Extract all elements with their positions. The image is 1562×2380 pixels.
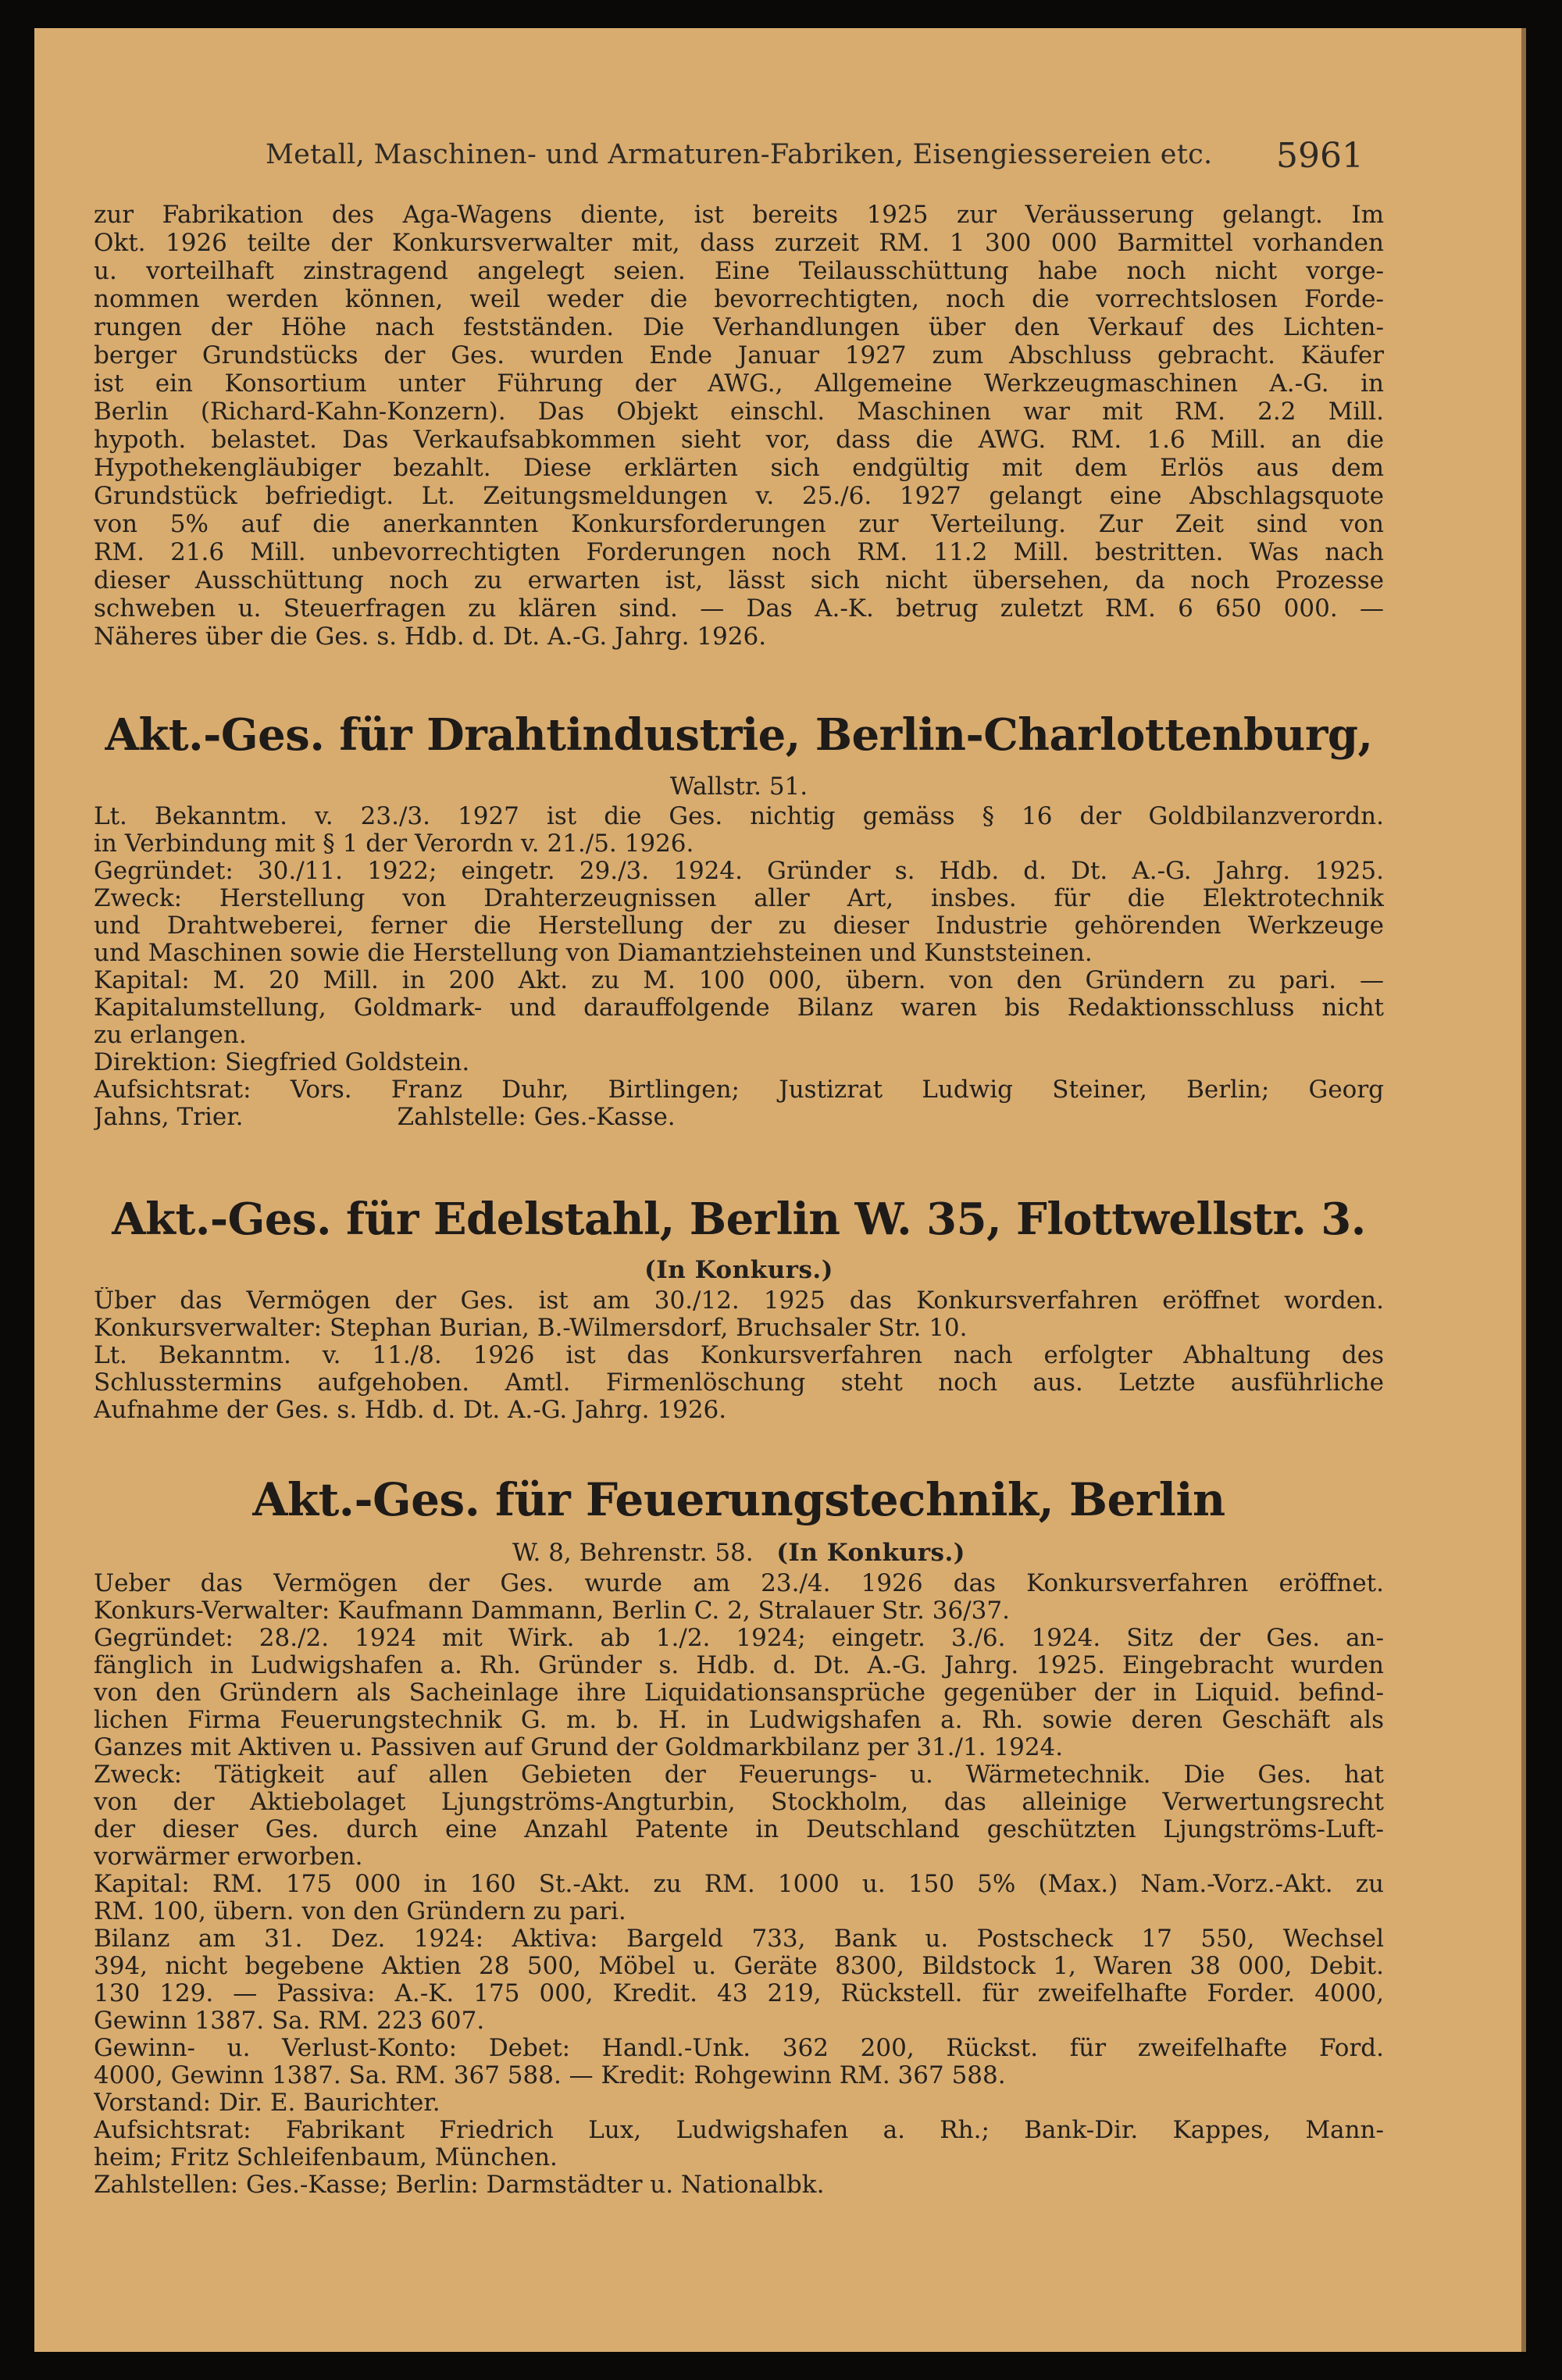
status-label: (In Konkurs.) [776, 1539, 965, 1567]
text-line: schweben u. Steuerfragen zu klären sind. — Das A.-K. betrug zuletzt RM. 6 650 000. — [94, 595, 1384, 623]
text-line: Gewinn 1387. Sa. RM. 223 607. [94, 2007, 485, 2035]
text-line: Zweck: Tätigkeit auf allen Gebieten der Feuerungs- u. Wärmetechnik. Die Ges. hat [94, 1761, 1384, 1789]
document-page [34, 28, 1526, 2352]
text-line: Hypothekengläubiger bezahlt. Diese erklärten sich endgültig mit dem Erlös aus dem [94, 455, 1384, 482]
address-line [94, 1536, 1384, 1570]
text-line: 130 129. — Passiva: A.-K. 175 000, Kredit. 43 219, Rückstell. für zweifelhafte Forder. 4000, [94, 1980, 1384, 2007]
text-line: Zweck: Herstellung von Drahterzeugnissen aller Art, insbes. für die Elektrotechnik [94, 885, 1384, 912]
running-header: Metall, Maschinen- und Armaturen-Fabriken, Eisengiessereien etc. [266, 139, 1213, 170]
text-line: Lt. Bekanntm. v. 23./3. 1927 ist die Ges. nichtig gemäss § 16 der Goldbilanzverordn. [94, 803, 1384, 830]
text-line: Konkurs-Verwalter: Kaufmann Dammann, Berlin C. 2, Stralauer Str. 36/37. [94, 1597, 1010, 1625]
text-line: lichen Firma Feuerungstechnik G. m. b. H. in Ludwigshafen a. Rh. sowie deren Geschäft als [94, 1707, 1384, 1734]
text-line: 394, nicht begebene Aktien 28 500, Möbel u. Geräte 8300, Bildstock 1, Waren 38 000, Debit. [94, 1953, 1384, 1980]
text-line: von den Gründern als Sacheinlage ihre Liquidationsansprüche gegenüber der in Liquid. befind- [94, 1679, 1384, 1707]
address: Wallstr. 51. [669, 773, 808, 801]
address: W. 8, Behrenstr. 58. [512, 1539, 754, 1567]
intro-paragraph [94, 202, 1384, 651]
text-line: fänglich in Ludwigshafen a. Rh. Gründer s. Hdb. d. Dt. A.-G. Jahrg. 1925. Eingebracht wurden [94, 1652, 1384, 1679]
text-line: Kapital: RM. 175 000 in 160 St.-Akt. zu RM. 1000 u. 150 5% (Max.) Nam.-Vorz.-Akt. zu [94, 1871, 1384, 1898]
text-line: Bilanz am 31. Dez. 1924: Aktiva: Bargeld 733, Bank u. Postscheck 17 550, Wechsel [94, 1925, 1384, 1953]
text-line: hypoth. belastet. Das Verkaufsabkommen sieht vor, dass die AWG. RM. 1.6 Mill. an die [94, 426, 1384, 454]
text-line: rungen der Höhe nach festständen. Die Verhandlungen über den Verkauf des Lichten- [94, 314, 1384, 341]
section-title-edelstahl: Akt.-Ges. für Edelstahl, Berlin W. 35, Flottwellstr. 3. [112, 1194, 1366, 1245]
text-line: und Maschinen sowie die Herstellung von Diamantziehsteinen und Kunststeinen. [94, 940, 1093, 967]
text-line: zur Fabrikation des Aga-Wagens diente, ist bereits 1925 zur Veräusserung gelangt. Im [94, 202, 1384, 229]
text-line: Kapitalumstellung, Goldmark- und darauffolgende Bilanz waren bis Redaktionsschluss nicht [94, 994, 1384, 1022]
text-line: Aufsichtsrat: Fabrikant Friedrich Lux, Ludwigshafen a. Rh.; Bank-Dir. Kappes, Mann- [94, 2117, 1384, 2144]
text-line: Lt. Bekanntm. v. 11./8. 1926 ist das Konkursverfahren nach erfolgter Abhaltung des [94, 1342, 1384, 1369]
text-line: heim; Fritz Schleifenbaum, München. [94, 2144, 558, 2171]
text-line: Jahns, Trier. Zahlstelle: Ges.-Kasse. [94, 1104, 676, 1131]
text-line: berger Grundstücks der Ges. wurden Ende Januar 1927 zum Abschluss gebracht. Käufer [94, 342, 1384, 369]
text-line: der dieser Ges. durch eine Anzahl Patente in Deutschland geschützten Ljungströms-Luft- [94, 1816, 1384, 1843]
text-line: vorwärmer erworben. [94, 1843, 363, 1871]
text-line: und Drahtweberei, ferner die Herstellung der zu dieser Industrie gehörenden Werkzeuge [94, 912, 1384, 940]
text-line: Direktion: Siegfried Goldstein. [94, 1049, 470, 1076]
text-line: Schlusstermins aufgehoben. Amtl. Firmenlöschung steht noch aus. Letzte ausführliche [94, 1369, 1384, 1397]
text-line: RM. 21.6 Mill. unbevorrechtigten Forderungen noch RM. 11.2 Mill. bestritten. Was nach [94, 539, 1384, 566]
text-line: von 5% auf die anerkannten Konkursforderungen zur Verteilung. Zur Zeit sind von [94, 511, 1384, 538]
text-line: nommen werden können, weil weder die bevorrechtigten, noch die vorrechtslosen Forde- [94, 286, 1384, 313]
text-line: u. vorteilhaft zinstragend angelegt seien. Eine Teilausschüttung habe noch nicht vorge- [94, 258, 1384, 285]
section-title-feuerungstechnik: Akt.-Ges. für Feuerungstechnik, Berlin [252, 1473, 1225, 1526]
text-line: zu erlangen. [94, 1022, 247, 1049]
text-line: dieser Ausschüttung noch zu erwarten ist, lässt sich nicht übersehen, da noch Prozesse [94, 567, 1384, 594]
text-line: RM. 100, übern. von den Gründern zu pari. [94, 1898, 626, 1925]
text-line: Vorstand: Dir. E. Baurichter. [94, 2089, 440, 2117]
text-line: Aufsichtsrat: Vors. Franz Duhr, Birtlingen; Justizrat Ludwig Steiner, Berlin; Georg [94, 1076, 1384, 1104]
section-feuerungstechnik [94, 1536, 1384, 2199]
text-line: ist ein Konsortium unter Führung der AWG., Allgemeine Werkzeugmaschinen A.-G. in [94, 370, 1384, 398]
text-line: Aufnahme der Ges. s. Hdb. d. Dt. A.-G. Jahrg. 1926. [94, 1397, 727, 1424]
text-line: Grundstück befriedigt. Lt. Zeitungsmeldungen v. 25./6. 1927 gelangt eine Abschlagsquote [94, 483, 1384, 510]
text-line: Berlin (Richard-Kahn-Konzern). Das Objekt einschl. Maschinen war mit RM. 2.2 Mill. [94, 398, 1384, 426]
section-edelstahl [94, 1253, 1384, 1424]
text-line: in Verbindung mit § 1 der Verordn v. 21./5. 1926. [94, 830, 694, 858]
text-line: 4000, Gewinn 1387. Sa. RM. 367 588. — Kredit: Rohgewinn RM. 367 588. [94, 2062, 1006, 2089]
text-line: Zahlstellen: Ges.-Kasse; Berlin: Darmstädter u. Nationalbk. [94, 2171, 825, 2199]
text-line: Näheres über die Ges. s. Hdb. d. Dt. A.-G. Jahrg. 1926. [94, 623, 767, 651]
text-line: von der Aktiebolaget Ljungströms-Angturbin, Stockholm, das alleinige Verwertungsrecht [94, 1789, 1384, 1816]
page-number: 5961 [1276, 136, 1364, 176]
text-line: Gewinn- u. Verlust-Konto: Debet: Handl.-Unk. 362 200, Rückst. für zweifelhafte Ford. [94, 2035, 1384, 2062]
section-drahtindustrie [94, 770, 1384, 1131]
status-label: (In Konkurs.) [644, 1256, 833, 1284]
text-line: Gegründet: 30./11. 1922; eingetr. 29./3. 1924. Gründer s. Hdb. d. Dt. A.-G. Jahrg. 1925. [94, 858, 1384, 885]
text-line: Gegründet: 28./2. 1924 mit Wirk. ab 1./2. 1924; eingetr. 3./6. 1924. Sitz der Ges. an- [94, 1625, 1384, 1652]
text-line: Okt. 1926 teilte der Konkursverwalter mit, dass zurzeit RM. 1 300 000 Barmittel vorhanden [94, 230, 1384, 257]
section-title-drahtindustrie: Akt.-Ges. für Drahtindustrie, Berlin-Charlottenburg, [105, 709, 1373, 761]
text-line: Konkursverwalter: Stephan Burian, B.-Wilmersdorf, Bruchsaler Str. 10. [94, 1315, 968, 1342]
text-line: Ganzes mit Aktiven u. Passiven auf Grund der Goldmarkbilanz per 31./1. 1924. [94, 1734, 1064, 1761]
text-line: Ueber das Vermögen der Ges. wurde am 23./4. 1926 das Konkursverfahren eröffnet. [94, 1570, 1384, 1597]
text-line: Kapital: M. 20 Mill. in 200 Akt. zu M. 100 000, übern. von den Gründern zu pari. — [94, 967, 1384, 994]
text-line: Über das Vermögen der Ges. ist am 30./12. 1925 das Konkursverfahren eröffnet worden. [94, 1287, 1384, 1315]
